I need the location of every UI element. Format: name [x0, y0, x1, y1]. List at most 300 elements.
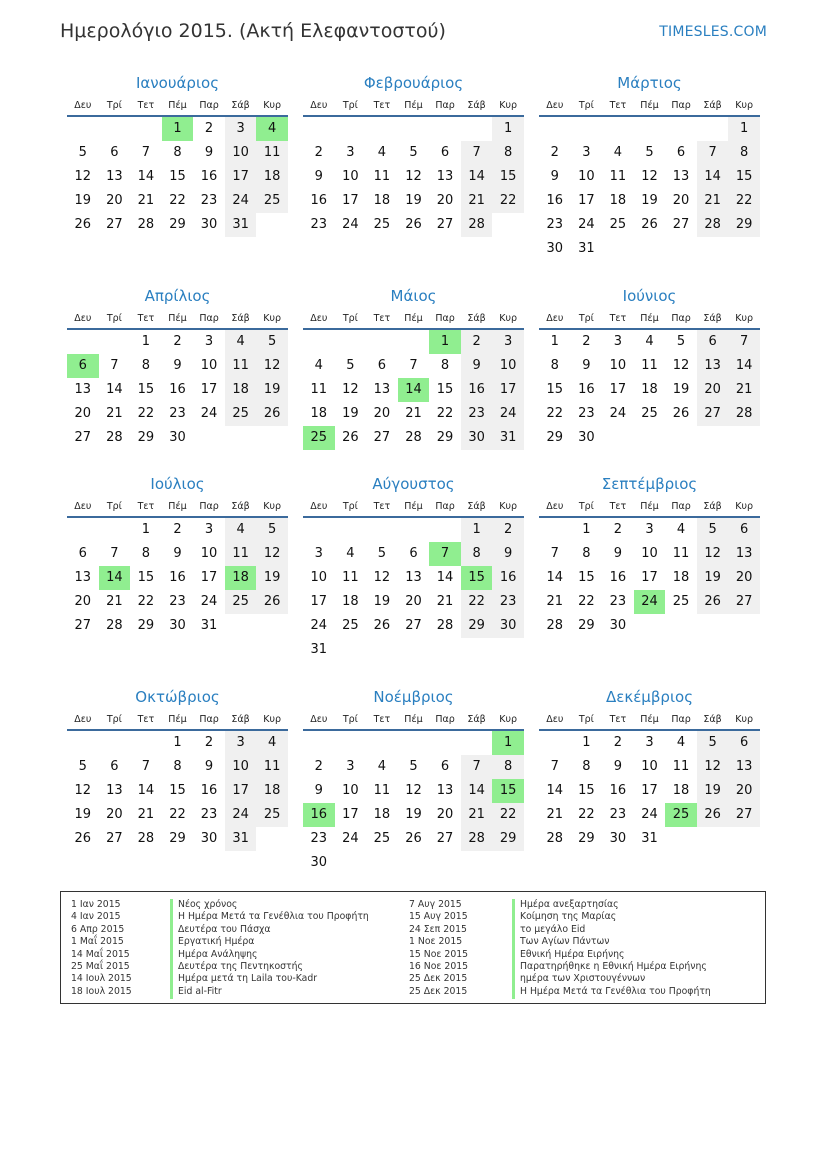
- day-cell: 12: [405, 783, 422, 798]
- empty-day-cell: [634, 614, 666, 638]
- month-calendar: [67, 70, 288, 237]
- weekday-label: Δευ: [74, 501, 92, 512]
- day-cell: 27: [373, 430, 391, 445]
- holiday-names-right: [520, 899, 711, 998]
- empty-day-cell: [571, 117, 603, 141]
- weekday-label: Παρ: [199, 714, 219, 725]
- holiday-dates-left: [71, 899, 132, 998]
- day-cell: 20: [672, 193, 690, 208]
- empty-day-cell: [67, 117, 99, 141]
- weekday-label: Τρί: [106, 313, 122, 324]
- day-cell: 29: [546, 430, 564, 445]
- day-cell: 17: [200, 570, 218, 585]
- day-cell: 6: [78, 546, 87, 561]
- week-row: [67, 827, 288, 851]
- brand-link[interactable]: TIMESLES.COM: [659, 24, 767, 40]
- day-cell: 12: [74, 169, 92, 184]
- weekday-label: Σάβ: [703, 313, 722, 324]
- weekday-header: [539, 497, 760, 518]
- day-cell: 15: [169, 169, 186, 184]
- weekday-label: Δευ: [310, 313, 328, 324]
- weekday-label: Δευ: [546, 100, 564, 111]
- empty-day-cell: [335, 518, 367, 542]
- empty-day-cell: [539, 117, 571, 141]
- day-cell: 9: [204, 145, 214, 160]
- day-cell: 2: [550, 145, 559, 160]
- day-cell: 25: [303, 426, 335, 450]
- day-cell: 4: [314, 358, 323, 373]
- day-cell: 13: [373, 382, 391, 397]
- holiday-date: 25 Δεκ 2015: [409, 985, 468, 997]
- day-cell: 4: [377, 145, 387, 160]
- day-cell: 9: [173, 546, 182, 561]
- day-cell: 30: [200, 831, 218, 846]
- week-row: [67, 590, 288, 614]
- day-cell: 20: [106, 807, 123, 822]
- empty-day-cell: [665, 827, 697, 851]
- day-cell: 14: [546, 783, 564, 798]
- empty-day-cell: [335, 330, 367, 354]
- day-cell: 5: [409, 759, 418, 774]
- week-row: [67, 117, 288, 141]
- weekday-label: Δευ: [74, 714, 92, 725]
- day-cell: 1: [582, 735, 591, 750]
- day-cell: 5: [409, 145, 418, 160]
- month-name: Μάρτιος: [617, 74, 682, 92]
- day-cell: 21: [546, 807, 564, 822]
- holiday-date: 14 Ιουλ 2015: [71, 973, 132, 985]
- day-cell: 27: [728, 803, 760, 827]
- day-cell: 16: [310, 193, 328, 208]
- day-cell: 28: [728, 402, 760, 426]
- day-cell: 27: [672, 217, 690, 232]
- holiday-names-left: [178, 899, 369, 998]
- day-cell: 25: [225, 590, 257, 614]
- day-cell: 18: [342, 594, 359, 609]
- day-cell: 27: [436, 217, 454, 232]
- day-cell: 23: [609, 807, 627, 822]
- empty-day-cell: [99, 117, 131, 141]
- holiday-name: Κοίμηση της Μαρίας: [520, 911, 617, 923]
- weekday-header: [539, 710, 760, 731]
- day-cell: 10: [578, 169, 595, 184]
- weekday-label: Τρί: [342, 100, 358, 111]
- day-cell: 14: [398, 378, 430, 402]
- empty-day-cell: [99, 731, 131, 755]
- day-cell: 24: [225, 189, 257, 213]
- empty-day-cell: [634, 237, 666, 261]
- month-calendar: [303, 283, 524, 450]
- weekday-label: Παρ: [435, 313, 455, 324]
- day-cell: 8: [492, 755, 524, 779]
- week-row: [303, 827, 524, 851]
- empty-day-cell: [256, 213, 288, 237]
- day-cell: 17: [342, 807, 359, 822]
- day-cell: 15: [728, 165, 760, 189]
- day-cell: 24: [578, 217, 595, 232]
- week-row: [67, 141, 288, 165]
- day-cell: 2: [613, 735, 623, 750]
- day-cell: 2: [204, 735, 214, 750]
- day-cell: 15: [436, 382, 454, 397]
- empty-day-cell: [67, 330, 99, 354]
- day-cell: 12: [405, 169, 422, 184]
- day-cell: 5: [78, 145, 87, 160]
- empty-day-cell: [728, 237, 760, 261]
- month-name: Νοέμβριος: [373, 688, 454, 706]
- day-cell: 7: [110, 546, 119, 561]
- day-cell: 3: [225, 731, 257, 755]
- day-cell: 16: [461, 378, 493, 402]
- day-cell: 24: [225, 803, 257, 827]
- day-cell: 7: [461, 141, 493, 165]
- day-cell: 8: [461, 542, 493, 566]
- day-cell: 1: [162, 117, 194, 141]
- empty-day-cell: [461, 731, 493, 755]
- page-title: Ημερολόγιο 2015. (Ακτή Ελεφαντοστού): [60, 20, 446, 42]
- week-row: [539, 330, 760, 354]
- day-cell: 14: [137, 783, 155, 798]
- day-cell: 20: [74, 594, 92, 609]
- holiday-date: 15 Νοε 2015: [409, 948, 469, 960]
- day-cell: 7: [550, 759, 559, 774]
- day-cell: 9: [461, 354, 493, 378]
- week-row: [67, 165, 288, 189]
- day-cell: 28: [137, 217, 155, 232]
- day-cell: 31: [641, 831, 658, 846]
- weekday-label: Δευ: [310, 100, 328, 111]
- day-cell: 19: [74, 807, 92, 822]
- weekday-label: Πέμ: [168, 100, 187, 111]
- day-cell: 24: [200, 594, 218, 609]
- empty-day-cell: [366, 638, 398, 662]
- empty-day-cell: [99, 330, 131, 354]
- day-cell: 10: [641, 546, 658, 561]
- day-cell: 26: [405, 217, 422, 232]
- day-cell: 31: [225, 827, 257, 851]
- holiday-date: 25 Δεκ 2015: [409, 973, 468, 985]
- day-cell: 16: [609, 570, 627, 585]
- day-cell: 12: [697, 755, 729, 779]
- day-cell: 1: [492, 731, 524, 755]
- weekday-header: [67, 96, 288, 117]
- day-cell: 19: [697, 779, 729, 803]
- day-cell: 21: [461, 189, 493, 213]
- empty-day-cell: [256, 426, 288, 450]
- month-calendar: [539, 283, 760, 450]
- weekday-label: Τρί: [578, 313, 594, 324]
- empty-day-cell: [697, 426, 729, 450]
- week-row: [303, 731, 524, 755]
- empty-day-cell: [539, 518, 571, 542]
- day-cell: 11: [225, 542, 257, 566]
- holiday-date: 6 Απρ 2015: [71, 923, 125, 935]
- day-cell: 28: [461, 213, 493, 237]
- empty-day-cell: [697, 237, 729, 261]
- day-cell: 15: [492, 165, 524, 189]
- day-cell: 18: [672, 783, 690, 798]
- weekday-label: Τρί: [578, 714, 594, 725]
- weekday-label: Σάβ: [703, 100, 722, 111]
- week-row: [67, 731, 288, 755]
- day-cell: 17: [492, 378, 524, 402]
- day-cell: 5: [645, 145, 654, 160]
- week-row: [303, 851, 524, 875]
- empty-day-cell: [366, 731, 398, 755]
- day-cell: 22: [461, 590, 493, 614]
- day-cell: 22: [436, 406, 454, 421]
- day-cell: 20: [436, 193, 454, 208]
- day-cell: 18: [672, 570, 690, 585]
- day-cell: 13: [672, 169, 690, 184]
- day-cell: 7: [409, 358, 418, 373]
- week-row: [303, 803, 524, 827]
- weekday-label: Δευ: [546, 501, 564, 512]
- day-cell: 19: [342, 406, 359, 421]
- weekday-label: Κυρ: [499, 501, 518, 512]
- weekday-header: [67, 497, 288, 518]
- day-cell: 30: [578, 430, 595, 445]
- day-cell: 27: [74, 430, 92, 445]
- empty-day-cell: [461, 851, 493, 875]
- day-cell: 2: [173, 334, 182, 349]
- holiday-date: 7 Αυγ 2015: [409, 899, 462, 910]
- day-cell: 4: [676, 735, 686, 750]
- day-cell: 19: [74, 193, 92, 208]
- weekday-label: Κυρ: [263, 100, 282, 111]
- week-row: [539, 117, 760, 141]
- day-cell: 8: [141, 546, 151, 561]
- day-cell: 11: [373, 169, 391, 184]
- day-cell: 24: [342, 831, 359, 846]
- day-cell: 5: [256, 330, 288, 354]
- holiday-name: Eid al-Fitr: [178, 985, 222, 997]
- weekday-label: Κυρ: [735, 501, 754, 512]
- day-cell: 29: [137, 430, 155, 445]
- day-cell: 8: [550, 358, 559, 373]
- day-cell: 19: [405, 193, 422, 208]
- day-cell: 19: [672, 382, 690, 397]
- day-cell: 13: [697, 354, 729, 378]
- empty-day-cell: [398, 851, 430, 875]
- holiday-name: Ημέρα Ανάληψης: [178, 948, 258, 960]
- empty-day-cell: [665, 237, 697, 261]
- empty-day-cell: [366, 518, 398, 542]
- week-row: [303, 518, 524, 542]
- weekday-label: Σάβ: [231, 100, 250, 111]
- empty-day-cell: [728, 827, 760, 851]
- empty-day-cell: [225, 614, 257, 638]
- empty-day-cell: [697, 117, 729, 141]
- day-cell: 23: [200, 193, 218, 208]
- day-cell: 16: [303, 803, 335, 827]
- day-cell: 7: [110, 358, 119, 373]
- week-row: [303, 590, 524, 614]
- day-cell: 23: [200, 807, 218, 822]
- day-cell: 5: [78, 759, 87, 774]
- day-cell: 16: [609, 783, 627, 798]
- day-cell: 14: [728, 354, 760, 378]
- day-cell: 14: [461, 165, 493, 189]
- day-cell: 2: [492, 518, 524, 542]
- day-cell: 29: [461, 614, 493, 638]
- day-cell: 23: [609, 594, 627, 609]
- holiday-date: 24 Σεπ 2015: [409, 923, 467, 935]
- weekday-label: Παρ: [671, 100, 691, 111]
- day-cell: 24: [200, 406, 218, 421]
- week-row: [539, 590, 760, 614]
- day-cell: 25: [672, 594, 690, 609]
- weekday-label: Δευ: [546, 714, 564, 725]
- day-cell: 24: [641, 807, 658, 822]
- day-cell: 12: [256, 354, 288, 378]
- day-cell: 26: [641, 217, 658, 232]
- month-calendar: [67, 471, 288, 638]
- weekday-label: Κυρ: [499, 714, 518, 725]
- week-row: [303, 189, 524, 213]
- week-row: [303, 330, 524, 354]
- day-cell: 8: [173, 759, 182, 774]
- day-cell: 23: [310, 217, 328, 232]
- weekday-label: Πέμ: [168, 501, 187, 512]
- week-row: [67, 378, 288, 402]
- weekday-label: Παρ: [199, 100, 219, 111]
- month-calendar: [67, 283, 288, 450]
- day-cell: 9: [204, 759, 214, 774]
- day-cell: 28: [106, 618, 123, 633]
- day-cell: 1: [141, 522, 151, 537]
- day-cell: 6: [110, 145, 119, 160]
- day-cell: 8: [582, 546, 591, 561]
- weekday-label: Τετ: [373, 313, 391, 324]
- day-cell: 29: [492, 827, 524, 851]
- empty-day-cell: [697, 614, 729, 638]
- empty-day-cell: [398, 330, 430, 354]
- empty-day-cell: [335, 731, 367, 755]
- weekday-label: Τρί: [578, 100, 594, 111]
- day-cell: 21: [137, 193, 155, 208]
- day-cell: 1: [461, 518, 493, 542]
- weekday-label: Κυρ: [499, 313, 518, 324]
- empty-day-cell: [461, 638, 493, 662]
- empty-day-cell: [366, 330, 398, 354]
- day-cell: 1: [141, 334, 151, 349]
- empty-day-cell: [429, 638, 461, 662]
- week-row: [303, 165, 524, 189]
- week-row: [303, 779, 524, 803]
- day-cell: 29: [578, 831, 595, 846]
- weekday-label: Τρί: [342, 714, 358, 725]
- day-cell: 10: [200, 358, 218, 373]
- month-calendar: [303, 70, 524, 237]
- day-cell: 10: [200, 546, 218, 561]
- holiday-name: Δευτέρα της Πεντηκοστής: [178, 960, 303, 972]
- day-cell: 21: [461, 803, 493, 827]
- empty-day-cell: [366, 851, 398, 875]
- day-cell: 6: [409, 546, 418, 561]
- empty-day-cell: [130, 117, 162, 141]
- day-cell: 3: [225, 117, 257, 141]
- day-cell: 14: [546, 570, 564, 585]
- week-row: [67, 354, 288, 378]
- day-cell: 15: [492, 779, 524, 803]
- day-cell: 13: [405, 570, 422, 585]
- weekday-header: [303, 710, 524, 731]
- day-cell: 10: [342, 169, 359, 184]
- day-cell: 2: [314, 759, 323, 774]
- day-cell: 25: [342, 618, 359, 633]
- day-cell: 6: [377, 358, 387, 373]
- weekday-label: Δευ: [546, 313, 564, 324]
- day-cell: 31: [578, 241, 595, 256]
- day-cell: 28: [405, 430, 422, 445]
- day-cell: 30: [492, 614, 524, 638]
- day-cell: 30: [169, 618, 186, 633]
- holiday-name: Των Αγίων Πάντων: [520, 936, 610, 948]
- day-cell: 20: [74, 406, 92, 421]
- day-cell: 28: [106, 430, 123, 445]
- day-cell: 26: [405, 831, 422, 846]
- day-cell: 18: [609, 193, 627, 208]
- day-cell: 20: [373, 406, 391, 421]
- day-cell: 14: [99, 566, 131, 590]
- week-row: [539, 803, 760, 827]
- day-cell: 19: [256, 566, 288, 590]
- day-cell: 25: [256, 189, 288, 213]
- month-calendar: [539, 70, 760, 261]
- weekday-label: Τρί: [106, 714, 122, 725]
- week-row: [67, 755, 288, 779]
- day-cell: 22: [578, 807, 595, 822]
- week-row: [539, 755, 760, 779]
- weekday-label: Τετ: [137, 501, 155, 512]
- weekday-label: Τετ: [137, 313, 155, 324]
- day-cell: 2: [204, 121, 214, 136]
- day-cell: 21: [728, 378, 760, 402]
- day-cell: 9: [613, 759, 623, 774]
- weekday-label: Σάβ: [467, 501, 486, 512]
- day-cell: 6: [440, 145, 450, 160]
- day-cell: 30: [169, 430, 186, 445]
- empty-day-cell: [429, 851, 461, 875]
- day-cell: 5: [676, 334, 686, 349]
- day-cell: 27: [728, 590, 760, 614]
- day-cell: 21: [137, 807, 155, 822]
- day-cell: 6: [110, 759, 119, 774]
- day-cell: 11: [256, 755, 288, 779]
- week-row: [303, 566, 524, 590]
- weekday-header: [67, 309, 288, 330]
- day-cell: 4: [256, 731, 288, 755]
- week-row: [539, 731, 760, 755]
- weekday-header: [539, 96, 760, 117]
- weekday-label: Παρ: [671, 714, 691, 725]
- weekday-label: Σάβ: [467, 714, 486, 725]
- day-cell: 24: [310, 618, 328, 633]
- empty-day-cell: [429, 731, 461, 755]
- week-row: [67, 402, 288, 426]
- weekday-label: Τρί: [342, 501, 358, 512]
- empty-day-cell: [429, 117, 461, 141]
- weekday-label: Κυρ: [735, 100, 754, 111]
- day-cell: 9: [314, 783, 323, 798]
- week-row: [539, 402, 760, 426]
- empty-day-cell: [67, 731, 99, 755]
- day-cell: 16: [546, 193, 564, 208]
- week-row: [67, 189, 288, 213]
- week-row: [303, 638, 524, 662]
- month-name: Ιούνιος: [622, 287, 677, 305]
